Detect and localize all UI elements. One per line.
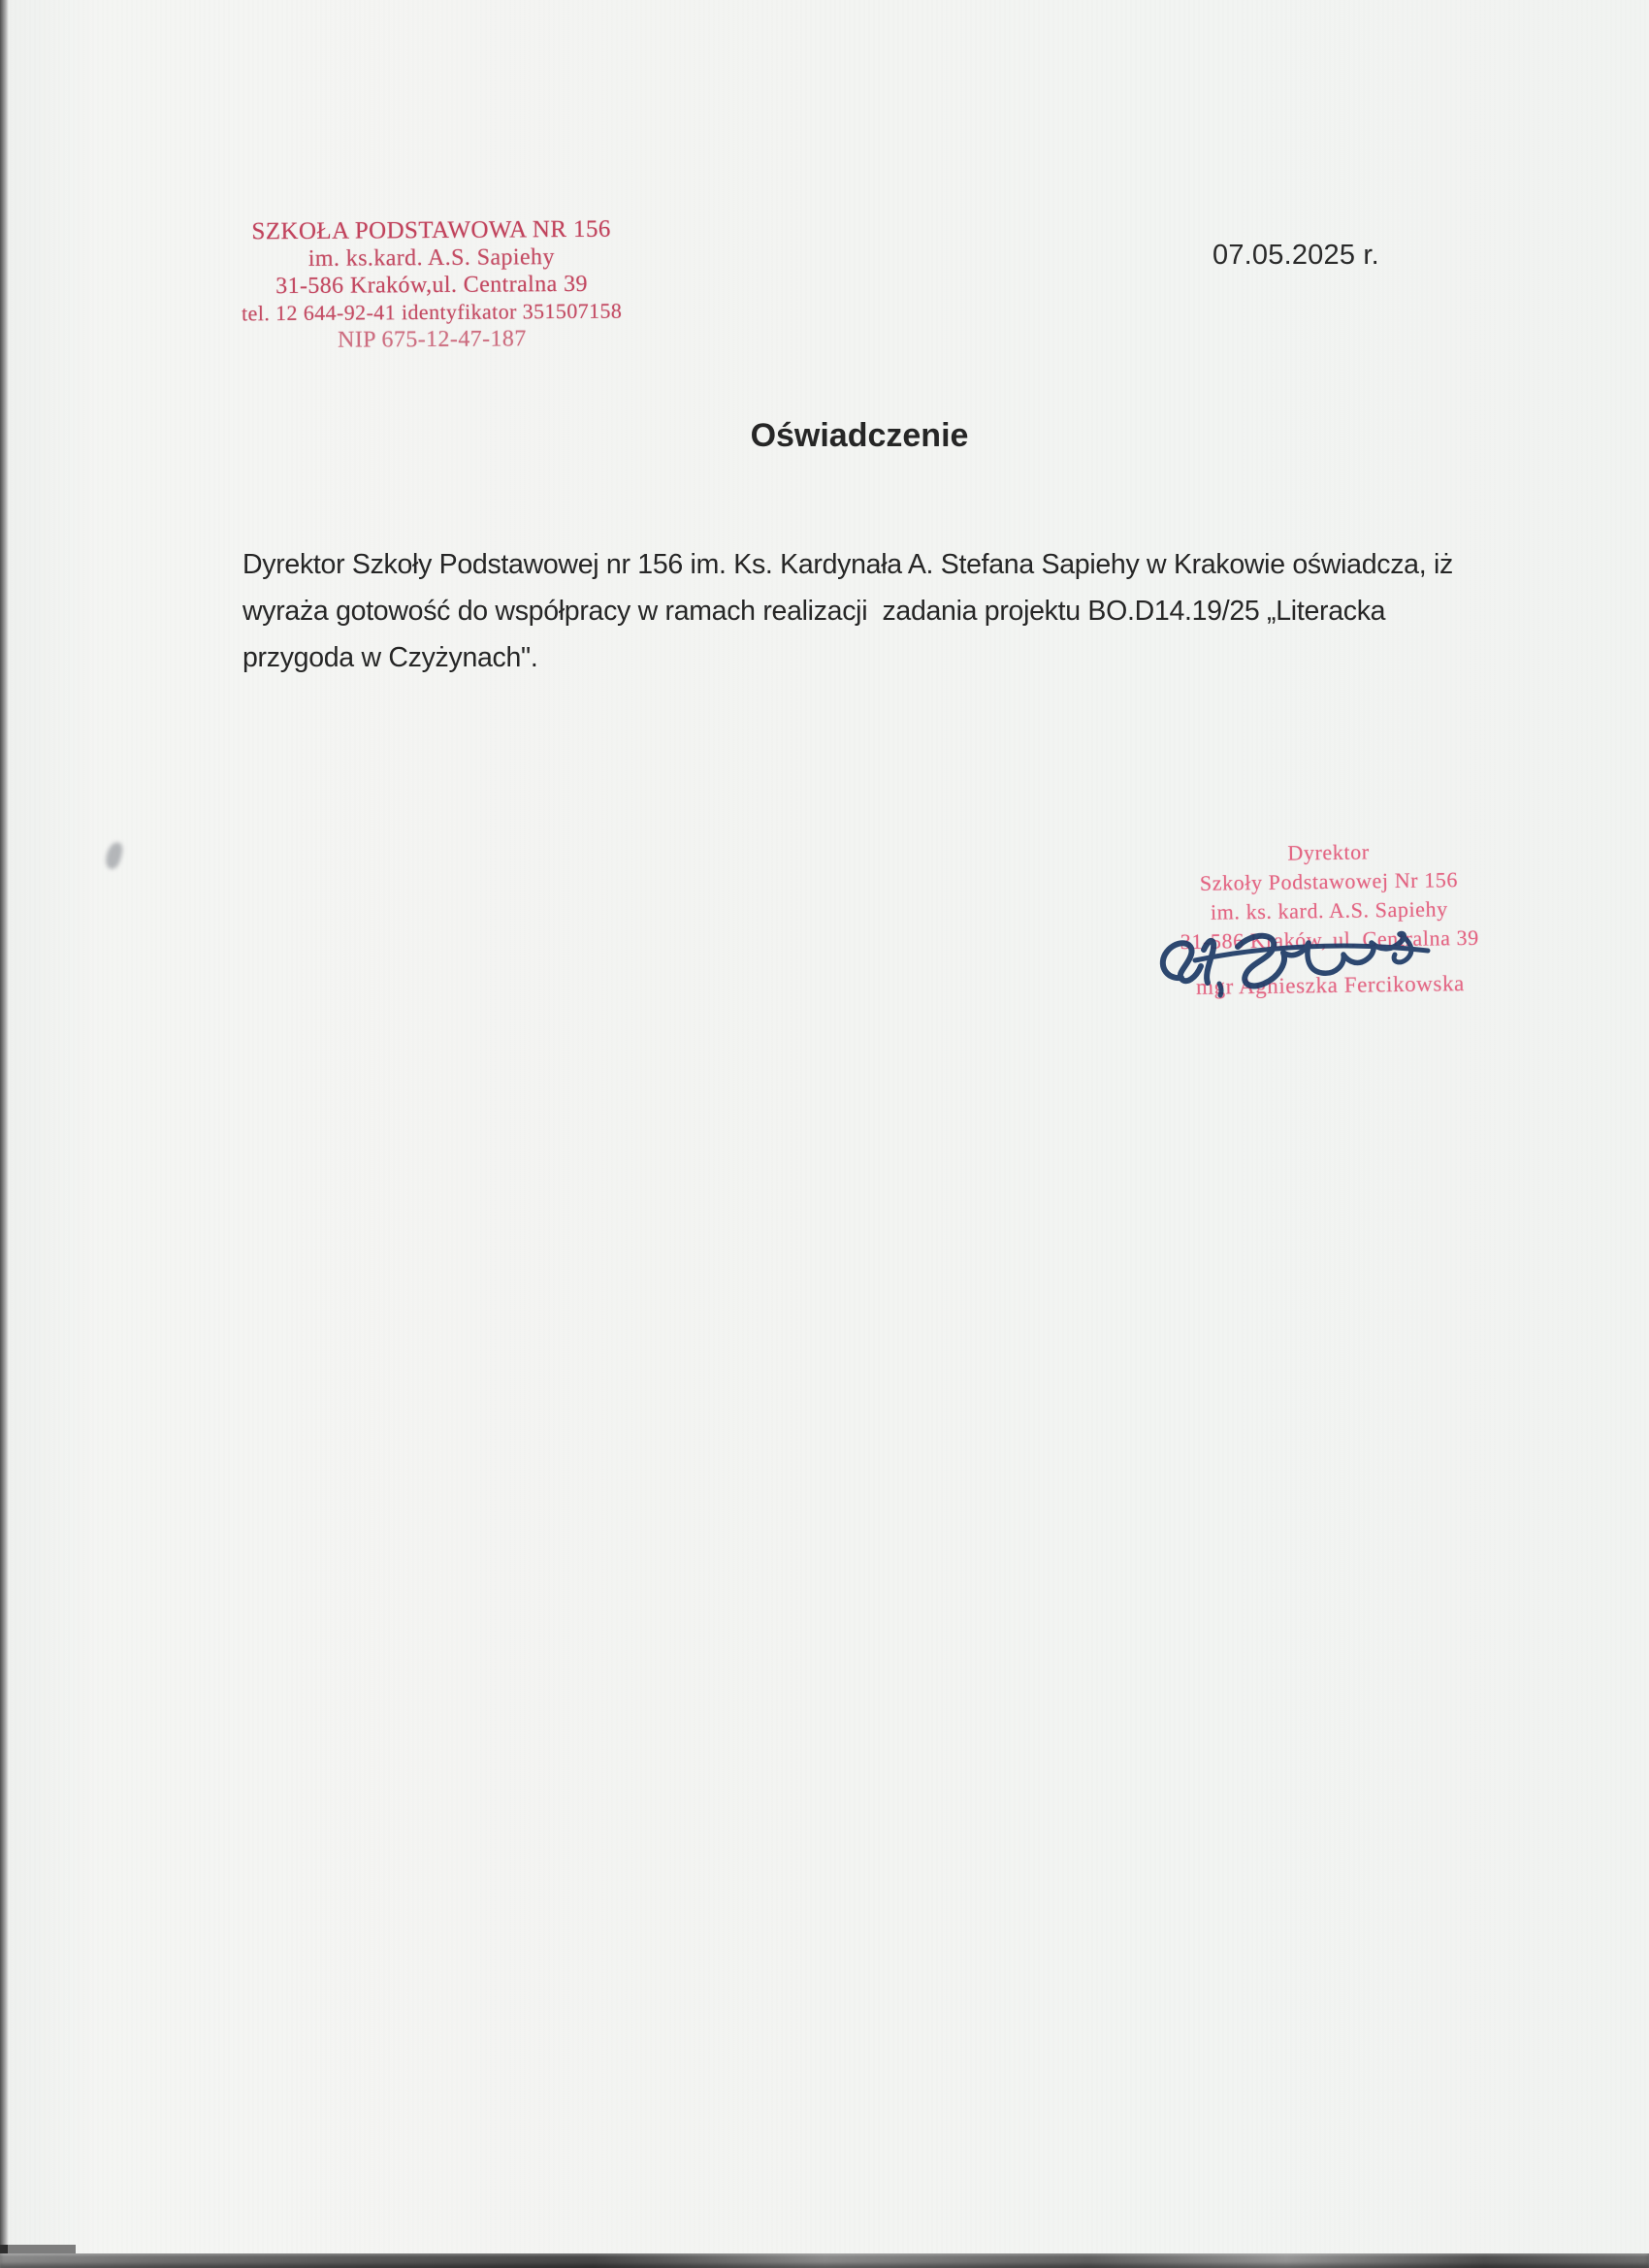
scan-bottom-edge-shadow (0, 2253, 1649, 2268)
stamp-school-name: SZKOŁA PODSTAWOWA NR 156 (251, 215, 611, 245)
stamp-patron-line: im. ks. kard. A.S. Sapiehy (1210, 896, 1448, 924)
document-date: 07.05.2025 r. (1212, 240, 1379, 271)
paper-smudge (104, 841, 124, 871)
stamp-address-line: 31-586 Kraków, ul. Centralna 39 (1180, 924, 1479, 955)
handwritten-signature-ink (1152, 929, 1434, 1001)
stamp-address-line: 31-586 Kraków,ul. Centralna 39 (275, 271, 588, 300)
statement-paragraph (242, 541, 1484, 681)
stamp-nip-line: NIP 675-12-47-187 (338, 326, 527, 353)
stamp-phone-id-line: tel. 12 644-92-41 identyfikator 351507158 (242, 298, 623, 326)
school-header-stamp (215, 215, 649, 354)
statement-line: wyraża gotowość do współpracy w ramach realizacji zadania projektu BO.D14.19/25 „Literacka (242, 596, 1386, 627)
signature-scribble-icon (1152, 929, 1434, 1001)
document-title: Oświadczenie (750, 417, 969, 454)
statement-line: Dyrektor Szkoły Podstawowej nr 156 im. Ks. Kardynała A. Stefana Sapiehy w Krakowie oświadcza, iż (242, 549, 1453, 580)
stamp-patron-line: im. ks.kard. A.S. Sapiehy (307, 244, 555, 272)
stamp-director-name: mgr Agnieszka Fercikowska (1195, 971, 1466, 999)
scan-left-edge-shadow (0, 0, 9, 2268)
stamp-school-line: Szkoły Podstawowej Nr 156 (1199, 867, 1459, 895)
stamp-director-title: Dyrektor (1287, 839, 1370, 865)
statement-line: przygoda w Czyżynach". (242, 642, 538, 673)
